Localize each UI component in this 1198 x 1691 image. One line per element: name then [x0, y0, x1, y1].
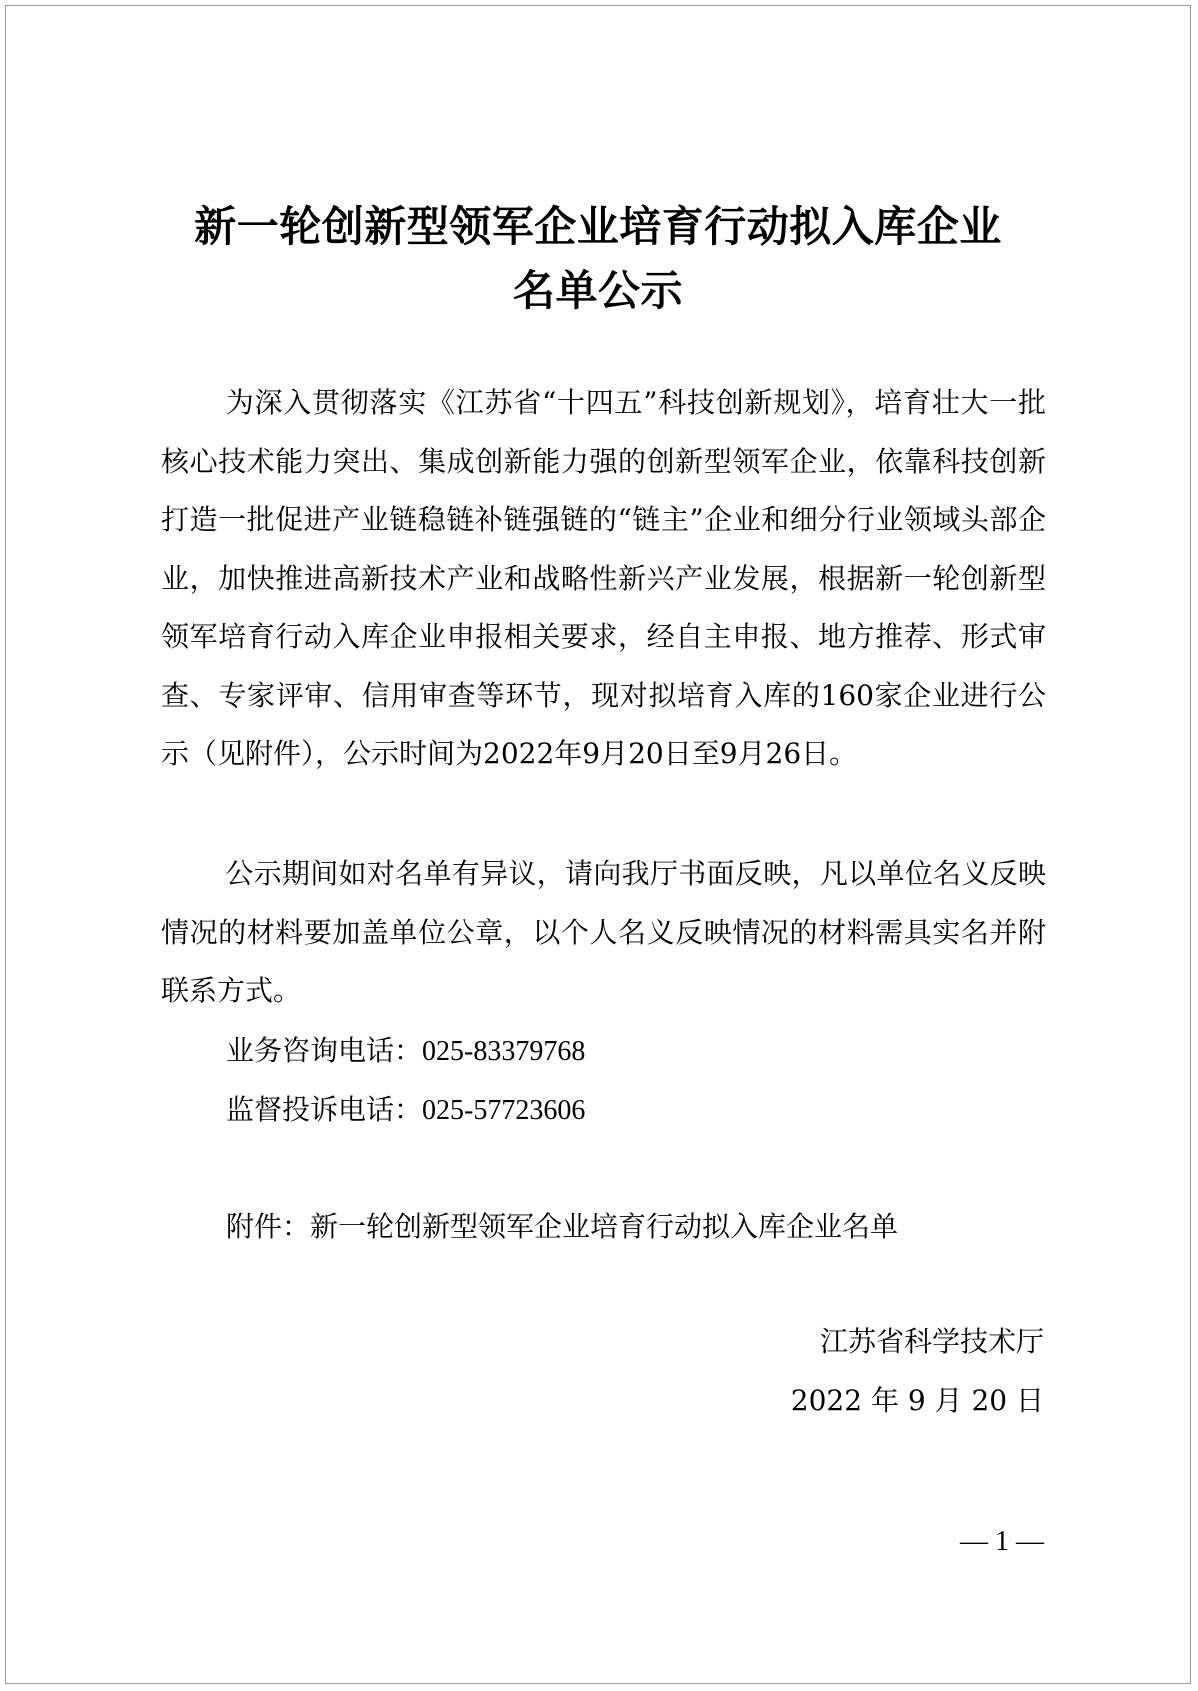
attachment-line: 附件：新一轮创新型领军企业培育行动拟入库企业名单 — [226, 1210, 899, 1243]
body-paragraph-1-text: 为深入贯彻落实《江苏省“十四五”科技创新规划》，培育壮大一批核心技术能力突出、集成创新能力强的创新型领军企业，依靠科技创新打造一批促进产业链稳链补链强链的“链主”企业和细分行业领域头部企业，加快推进高新技术产业和战略性新兴产业发展，根据新一轮创新型领军培育行动入库企业申报相关要求，经自主申报、地方推荐、形式审查、专家评审、信用审查等环节，现对拟培育入库的160家企业进行公示（见附件），公示时间为2022年9月20日至9月26日。 — [161, 386, 1046, 770]
supervision-complaint-line — [226, 1090, 585, 1131]
signature-organization: 江苏省科学技术厅 — [819, 1325, 1044, 1358]
body-paragraph-2-text: 公示期间如对名单有异议，请向我厅书面反映，凡以单位名义反映情况的材料要加盖单位公章，以个人名义反映情况的材料需具实名并附联系方式。 — [161, 857, 1046, 1007]
body-paragraph-1 — [161, 374, 1046, 784]
page-number: — 1 — — [960, 1526, 1044, 1557]
business-inquiry-label: 业务咨询电话： — [226, 1034, 423, 1067]
supervision-complaint-phone: 025-57723606 — [422, 1095, 586, 1126]
document-title-line-1: 新一轮创新型领军企业培育行动拟入库企业 — [194, 202, 1002, 251]
signature-date: 2022 年 9 月 20 日 — [790, 1384, 1044, 1417]
business-inquiry-phone: 025-83379768 — [422, 1036, 586, 1067]
supervision-complaint-label: 监督投诉电话： — [226, 1093, 423, 1126]
body-paragraph-2 — [161, 845, 1046, 1021]
business-inquiry-line — [226, 1031, 585, 1072]
document-title-line-2: 名单公示 — [512, 266, 683, 315]
document-page — [5, 5, 1191, 1684]
